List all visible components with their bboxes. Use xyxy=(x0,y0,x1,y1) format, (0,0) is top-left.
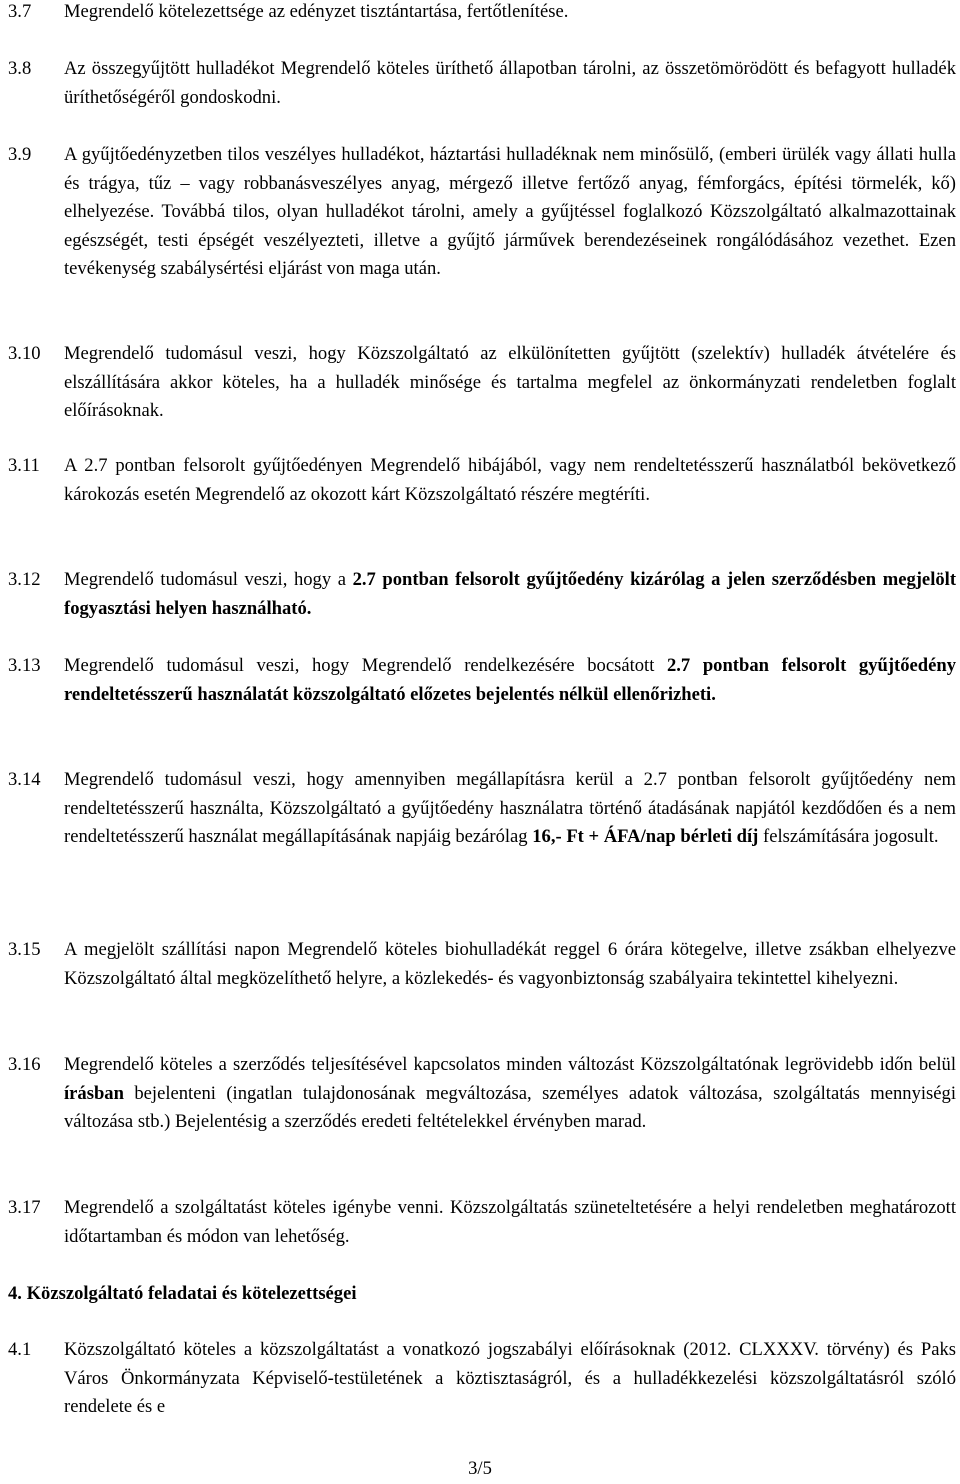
page-number: 3/5 xyxy=(468,1458,492,1479)
clause-3-12 xyxy=(8,566,956,623)
clause-3-17 xyxy=(8,1194,956,1251)
clause-3-8 xyxy=(8,55,956,112)
clause-number: 3.11 xyxy=(8,455,40,476)
clause-number: 3.7 xyxy=(8,1,32,22)
clause-3-16 xyxy=(8,1051,956,1137)
clause-text-bold: 2.7 pontban felsorolt gyűjtőedény kizárólag a jelen szerződésben megjelölt fogyasztási helyen használható. xyxy=(64,569,957,619)
clause-3-15 xyxy=(8,936,956,993)
clause-text xyxy=(64,766,956,852)
clause-text-plain: Megrendelő köteles a szerződés teljesítésével kapcsolatos minden változást Közszolgáltatónak legrövidebb időn belül xyxy=(64,1054,956,1075)
clause-text-bold: írásban xyxy=(64,1082,124,1104)
clause-number: 3.17 xyxy=(8,1197,41,1218)
clause-text: Közszolgáltató köteles a közszolgáltatást a vonatkozó jogszabályi előírásoknak (2012. CLXXXV. törvény) és Paks Város Önkormányzata Képviselő-testületének a köztisztaságról, és a hulladékkezelési közszolgáltatásról szóló rendelete és e xyxy=(64,1339,956,1418)
clause-text-plain: Megrendelő tudomásul veszi, hogy Megrendelő rendelkezésére bocsátott xyxy=(64,655,667,676)
clause-text: Megrendelő a szolgáltatást köteles igénybe venni. Közszolgáltatás szüneteltetésére a helyi rendeletben meghatározott időtartamban és módon van lehetőség. xyxy=(64,1197,956,1247)
clause-text: A 2.7 pontban felsorolt gyűjtőedényen Megrendelő hibájából, vagy nem rendeltetésszerű használatból bekövetkező károkozás esetén Megrendelő az okozott kárt Közszolgáltató részére megtéríti. xyxy=(64,455,956,505)
clause-3-10 xyxy=(8,340,956,426)
clause-text: A megjelölt szállítási napon Megrendelő köteles biohulladékát reggel 6 órára kötegelve, illetve zsákban elhelyezve Közszolgáltató által megközelíthető helyre, a közlekedés- és vagyonbiztonság szabályaira tekintettel kihelyezni. xyxy=(64,939,956,989)
clause-text: Megrendelő kötelezettsége az edényzet tisztántartása, fertőtlenítése. xyxy=(64,1,569,22)
clause-text-bold: 2.7 pontban felsorolt gyűjtőedény rendeltetésszerű használatát közszolgáltató előzetes bejelentés nélkül ellenőrizheti. xyxy=(64,655,956,705)
clause-text: Megrendelő tudomásul veszi, hogy Közszolgáltató az elkülönítetten gyűjtött (szelektív) hulladék átvételére és elszállítására akkor köteles, ha a hulladék minősége és tartalma megfelel az önkormányzati rendeletben foglalt előírásoknak. xyxy=(64,343,956,422)
clause-text xyxy=(64,566,956,623)
clause-number: 3.12 xyxy=(8,569,41,590)
clause-text xyxy=(64,652,956,709)
clause-number: 3.10 xyxy=(8,343,41,364)
clause-text-plain: felszámítására jogosult. xyxy=(758,826,939,848)
clause-4-1 xyxy=(8,1336,956,1422)
clause-number: 3.9 xyxy=(8,144,32,165)
clause-number: 3.8 xyxy=(8,58,32,79)
clause-number: 3.13 xyxy=(8,655,41,676)
clause-text: Az összegyűjtött hulladékot Megrendelő köteles üríthető állapotban tárolni, az összetömörödött és befagyott hulladék üríthetőségéről gondoskodni. xyxy=(64,58,956,108)
clause-text-plain: Megrendelő tudomásul veszi, hogy amennyiben megállapításra kerül a 2.7 pontban felsorolt gyűjtőedény nem rendeltetésszerű használta, Közszolgáltató a gyűjtőedény használatra történő átadásának napjától kezdődően és a nem rendeltetésszerű használat megállapításának napjáig bezárólag xyxy=(64,769,956,848)
clause-3-11 xyxy=(8,452,956,509)
clause-number: 3.16 xyxy=(8,1054,41,1075)
section-heading: 4. Közszolgáltató feladatai és kötelezettségei xyxy=(8,1283,357,1304)
clause-3-9 xyxy=(8,141,956,284)
clause-text-plain: Megrendelő tudomásul veszi, hogy a xyxy=(64,569,353,590)
clause-number: 4.1 xyxy=(8,1339,32,1360)
clause-number: 3.15 xyxy=(8,939,41,960)
clause-3-14 xyxy=(8,766,956,852)
clause-text-plain: bejelenteni (ingatlan tulajdonosának megváltozása, személyes adatok változása, szolgáltatás mennyiségi változása stb.) Bejelentésig a szerződés eredeti feltételekkel érvényben marad. xyxy=(64,1082,956,1133)
clause-text: A gyűjtőedényzetben tilos veszélyes hulladékot, háztartási hulladéknak nem minősülő, (emberi ürülék vagy állati hulla és trágya, tűz – vagy robbanásveszélyes anyag, mérgező illetve fertőző anyag, fémforgács, építési törmelék, kő) elhelyezése. Továbbá tilos, olyan hulladékot tárolni, amely a gyűjtéssel foglalkozó Közszolgáltató alkalmazottainak egészségét, testi épségét veszélyezteti, illetve a gyűjtő járművek berendezéseinek rongálódásához vezethet. Ezen tevékenység szabálysértési eljárást von maga után. xyxy=(64,144,956,280)
clause-3-7 xyxy=(8,0,956,27)
clause-text-bold: 16,- Ft + ÁFA/nap bérleti díj xyxy=(532,826,759,848)
clause-3-13 xyxy=(8,652,956,709)
clause-text xyxy=(64,1051,956,1137)
clause-number: 3.14 xyxy=(8,769,41,790)
